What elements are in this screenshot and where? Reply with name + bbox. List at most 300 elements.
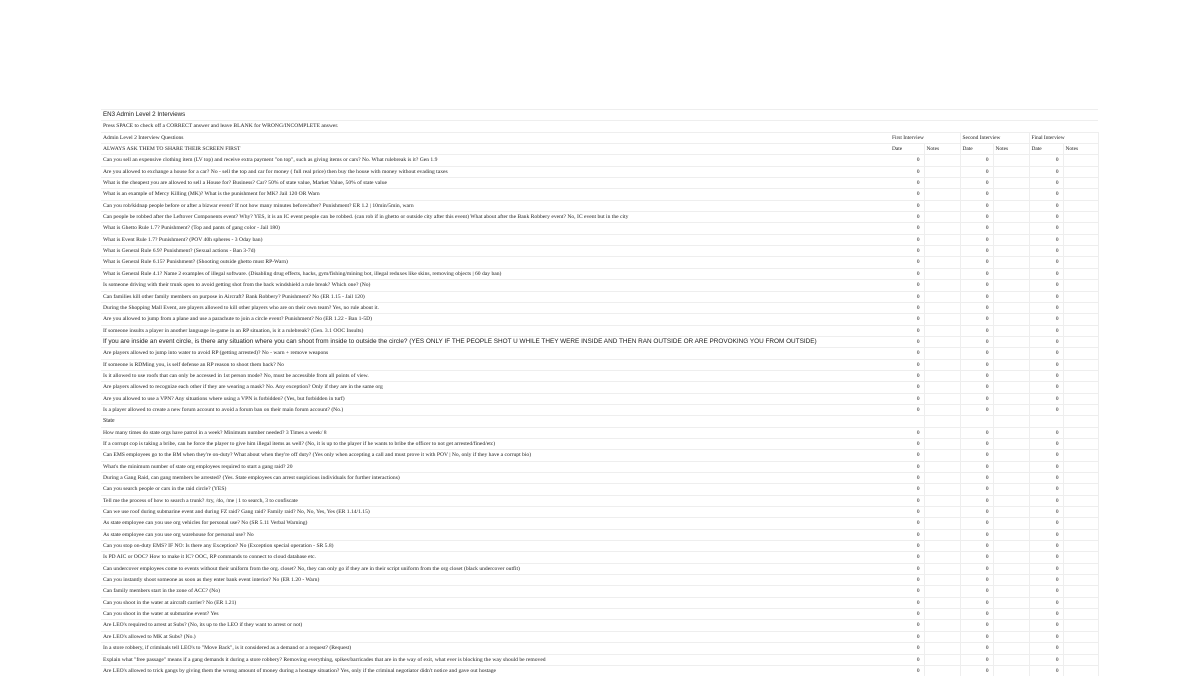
final-notes-cell[interactable] [1063, 597, 1098, 608]
first-notes-cell[interactable] [924, 461, 960, 472]
second-date-score[interactable]: 0 [960, 484, 993, 495]
final-date-score[interactable]: 0 [1029, 575, 1063, 586]
first-date-score[interactable]: 0 [890, 348, 924, 359]
first-date-score[interactable]: 0 [890, 665, 924, 676]
first-notes-cell[interactable] [924, 484, 960, 495]
final-date-score[interactable]: 0 [1029, 166, 1063, 177]
final-date-score[interactable]: 0 [1029, 189, 1063, 200]
final-notes-cell[interactable] [1063, 382, 1098, 393]
final-notes-cell[interactable] [1063, 484, 1098, 495]
first-date-score[interactable]: 0 [890, 325, 924, 336]
question-text: What's the minimum number of state org employees required to start a gang raid? 20 [101, 461, 890, 472]
first-interview-header[interactable]: First Interview [890, 132, 960, 143]
first-date-score[interactable]: 0 [890, 507, 924, 518]
final-date-score[interactable]: 0 [1029, 654, 1063, 665]
first-date-score[interactable]: 0 [890, 586, 924, 597]
first-notes-cell[interactable] [924, 155, 960, 166]
second-date-score[interactable]: 0 [960, 597, 993, 608]
final-notes-cell[interactable] [1063, 427, 1098, 438]
second-notes-cell[interactable] [993, 291, 1029, 302]
second-notes-cell[interactable] [993, 393, 1029, 404]
question-text: What is an example of Mercy Killing (MK)? What is the punishment for MK? Jail 120 OR Warn [101, 189, 890, 200]
second-date-score[interactable]: 0 [960, 665, 993, 676]
first-notes-cell[interactable] [924, 302, 960, 313]
first-notes-cell[interactable] [924, 529, 960, 540]
first-date-score[interactable]: 0 [890, 404, 924, 415]
final-date-score[interactable]: 0 [1029, 336, 1063, 347]
first-notes-cell[interactable] [924, 609, 960, 620]
final-notes-cell[interactable] [1063, 348, 1098, 359]
final-date-score[interactable]: 0 [1029, 473, 1063, 484]
second-notes-cell[interactable] [993, 461, 1029, 472]
first-date-score[interactable]: 0 [890, 643, 924, 654]
first-notes-cell[interactable] [924, 586, 960, 597]
second-date-score[interactable]: 0 [960, 302, 993, 313]
question-text: Can families kill other family members on purpose in Aircraft? Bank Robbery? Punishment? No (ER 1.15 - Jail 120) [101, 291, 890, 302]
final-notes-cell[interactable] [1063, 234, 1098, 245]
final-date-score[interactable]: 0 [1029, 200, 1063, 211]
first-notes-cell[interactable] [924, 234, 960, 245]
first-date-score[interactable]: 0 [890, 212, 924, 223]
second-notes-cell[interactable] [993, 427, 1029, 438]
final-notes-cell[interactable] [1063, 370, 1098, 381]
final-date-score[interactable]: 0 [1029, 246, 1063, 257]
final-date-score[interactable]: 0 [1029, 563, 1063, 574]
second-date-score[interactable]: 0 [960, 631, 993, 642]
second-date-score[interactable]: 0 [960, 246, 993, 257]
second-notes-cell[interactable] [993, 529, 1029, 540]
final-date-score[interactable]: 0 [1029, 461, 1063, 472]
final-notes-cell[interactable] [1063, 166, 1098, 177]
second-date-score[interactable]: 0 [960, 280, 993, 291]
final-date-score[interactable]: 0 [1029, 348, 1063, 359]
final-interview-header[interactable]: Final Interview [1029, 132, 1098, 143]
second-notes-cell[interactable] [993, 178, 1029, 189]
second-notes-cell[interactable] [993, 541, 1029, 552]
final-date-score[interactable]: 0 [1029, 257, 1063, 268]
second-notes-cell[interactable] [993, 518, 1029, 529]
final-notes-cell[interactable] [1063, 178, 1098, 189]
first-date-score[interactable]: 0 [890, 552, 924, 563]
first-date-score[interactable]: 0 [890, 336, 924, 347]
first-date-score[interactable]: 0 [890, 450, 924, 461]
first-date-score[interactable]: 0 [890, 382, 924, 393]
first-notes-cell[interactable] [924, 495, 960, 506]
second-notes-cell[interactable] [993, 336, 1029, 347]
first-date-score[interactable]: 0 [890, 200, 924, 211]
first-date-score[interactable]: 0 [890, 246, 924, 257]
first-notes-cell[interactable] [924, 416, 960, 427]
second-date-score[interactable]: 0 [960, 518, 993, 529]
first-date-score[interactable]: 0 [890, 620, 924, 631]
final-date-score[interactable]: 0 [1029, 268, 1063, 279]
final-date-score[interactable]: 0 [1029, 518, 1063, 529]
final-notes-cell[interactable] [1063, 223, 1098, 234]
second-notes-cell[interactable] [993, 189, 1029, 200]
final-date-score[interactable]: 0 [1029, 234, 1063, 245]
final-notes-cell[interactable] [1063, 665, 1098, 676]
second-notes-cell[interactable] [993, 280, 1029, 291]
first-date-score[interactable]: 0 [890, 291, 924, 302]
first-notes-cell[interactable] [924, 393, 960, 404]
section-row [101, 416, 1098, 427]
final-notes-cell[interactable] [1063, 529, 1098, 540]
second-date-score[interactable]: 0 [960, 223, 993, 234]
first-notes-cell[interactable] [924, 473, 960, 484]
final-date-score[interactable]: 0 [1029, 291, 1063, 302]
first-date-score[interactable]: 0 [890, 314, 924, 325]
final-date-score[interactable]: 0 [1029, 597, 1063, 608]
first-date-score[interactable]: 0 [890, 597, 924, 608]
question-row [101, 427, 1098, 438]
second-date-score[interactable]: 0 [960, 393, 993, 404]
second-date-score[interactable]: 0 [960, 620, 993, 631]
second-notes-cell[interactable] [993, 404, 1029, 415]
first-date-score[interactable]: 0 [890, 359, 924, 370]
second-notes-cell[interactable] [993, 246, 1029, 257]
second-notes-cell[interactable] [993, 416, 1029, 427]
first-date-score[interactable]: 0 [890, 654, 924, 665]
second-notes-cell[interactable] [993, 359, 1029, 370]
question-text: If someone insults a player in another language in-game in an RP situation, is it a rulebreak? (Gen. 3.1 OOC Insults) [101, 325, 890, 336]
second-notes-cell[interactable] [993, 382, 1029, 393]
second-date-score[interactable]: 0 [960, 438, 993, 449]
second-date-score[interactable]: 0 [960, 495, 993, 506]
second-date-score[interactable]: 0 [960, 552, 993, 563]
final-date-score[interactable]: 0 [1029, 404, 1063, 415]
final-notes-cell[interactable] [1063, 654, 1098, 665]
second-date-score[interactable] [960, 416, 993, 427]
final-notes-cell[interactable] [1063, 325, 1098, 336]
second-notes-cell[interactable] [993, 438, 1029, 449]
first-date-score[interactable]: 0 [890, 518, 924, 529]
final-notes-cell[interactable] [1063, 416, 1098, 427]
second-notes-cell[interactable] [993, 665, 1029, 676]
final-notes-cell[interactable] [1063, 268, 1098, 279]
second-date-score[interactable]: 0 [960, 461, 993, 472]
first-date-score[interactable]: 0 [890, 189, 924, 200]
final-notes-cell[interactable] [1063, 541, 1098, 552]
final-notes-cell[interactable] [1063, 189, 1098, 200]
first-date-score[interactable]: 0 [890, 155, 924, 166]
second-date-score[interactable]: 0 [960, 314, 993, 325]
first-date-score[interactable]: 0 [890, 178, 924, 189]
first-notes-cell[interactable] [924, 178, 960, 189]
first-notes-cell[interactable] [924, 280, 960, 291]
first-notes-cell[interactable] [924, 643, 960, 654]
first-notes-cell[interactable] [924, 336, 960, 347]
second-interview-header[interactable]: Second Interview [960, 132, 1029, 143]
final-notes-cell[interactable] [1063, 393, 1098, 404]
first-notes-cell[interactable] [924, 257, 960, 268]
second-date-score[interactable]: 0 [960, 563, 993, 574]
second-notes-cell[interactable] [993, 200, 1029, 211]
second-notes-cell[interactable] [993, 155, 1029, 166]
question-text: Explain what "free passage" means if a gang demands it during a store robbery? Removing everything, spikes/barricades that are in the way of exit, what ever is blocking the way should be removed [101, 654, 890, 665]
final-notes-cell[interactable] [1063, 575, 1098, 586]
final-date-score[interactable]: 0 [1029, 643, 1063, 654]
second-date-score[interactable]: 0 [960, 382, 993, 393]
first-date-score[interactable] [890, 416, 924, 427]
first-date-score[interactable]: 0 [890, 438, 924, 449]
second-notes-cell[interactable] [993, 325, 1029, 336]
final-date-score[interactable]: 0 [1029, 212, 1063, 223]
first-date-score[interactable]: 0 [890, 631, 924, 642]
second-notes-cell[interactable] [993, 552, 1029, 563]
first-notes-cell[interactable] [924, 246, 960, 257]
final-date-score[interactable]: 0 [1029, 302, 1063, 313]
question-text: Is it allowed to use roofs that can only be accessed in 1st person mode? No, must be accessible from all points of view. [101, 370, 890, 381]
final-date-score[interactable]: 0 [1029, 370, 1063, 381]
second-notes-cell[interactable] [993, 348, 1029, 359]
first-date-score[interactable]: 0 [890, 370, 924, 381]
first-notes-cell[interactable] [924, 552, 960, 563]
first-notes-cell[interactable] [924, 212, 960, 223]
first-notes-cell[interactable] [924, 450, 960, 461]
second-date-score[interactable]: 0 [960, 507, 993, 518]
final-notes-cell[interactable] [1063, 155, 1098, 166]
first-notes-cell[interactable] [924, 166, 960, 177]
question-text: What is General Rule 4.1? Name 2 examples of illegal software. (Disabling drug effects, hacks, gym/fishing/mining bot, illegal reduxes like skins, removing objects | 60 day ban) [101, 268, 890, 279]
first-date-score[interactable]: 0 [890, 393, 924, 404]
first-date-score[interactable]: 0 [890, 495, 924, 506]
second-notes-cell[interactable] [993, 223, 1029, 234]
final-notes-cell[interactable] [1063, 586, 1098, 597]
final-date-score[interactable]: 0 [1029, 552, 1063, 563]
first-date-score[interactable]: 0 [890, 609, 924, 620]
first-date-score[interactable]: 0 [890, 268, 924, 279]
final-notes-cell[interactable] [1063, 495, 1098, 506]
final-notes-cell[interactable] [1063, 507, 1098, 518]
second-date-score[interactable]: 0 [960, 234, 993, 245]
second-date-score[interactable]: 0 [960, 178, 993, 189]
first-date-score[interactable]: 0 [890, 575, 924, 586]
final-notes-cell[interactable] [1063, 461, 1098, 472]
second-notes-cell[interactable] [993, 586, 1029, 597]
question-text: Can undercover employees come to events without their uniform from the org. closet? No, they can only go if they are in their script uniform from the org closet (black undercover outfit) [101, 563, 890, 574]
final-notes-cell[interactable] [1063, 643, 1098, 654]
question-row [101, 529, 1098, 540]
second-date-score[interactable]: 0 [960, 336, 993, 347]
second-date-score[interactable]: 0 [960, 427, 993, 438]
final-notes-cell[interactable] [1063, 314, 1098, 325]
second-notes-cell[interactable] [993, 631, 1029, 642]
final-date-score[interactable]: 0 [1029, 631, 1063, 642]
second-notes-cell[interactable] [993, 257, 1029, 268]
first-notes-cell[interactable] [924, 631, 960, 642]
final-notes-cell[interactable] [1063, 438, 1098, 449]
question-row [101, 654, 1098, 665]
first-notes-cell[interactable] [924, 189, 960, 200]
final-date-score[interactable]: 0 [1029, 280, 1063, 291]
final-notes-cell[interactable] [1063, 291, 1098, 302]
first-date-score[interactable]: 0 [890, 223, 924, 234]
second-date-score[interactable]: 0 [960, 370, 993, 381]
final-date-score[interactable]: 0 [1029, 620, 1063, 631]
final-date-score[interactable]: 0 [1029, 450, 1063, 461]
final-date-score[interactable]: 0 [1029, 495, 1063, 506]
first-date-score[interactable]: 0 [890, 234, 924, 245]
final-notes-cell[interactable] [1063, 302, 1098, 313]
second-date-score[interactable]: 0 [960, 200, 993, 211]
second-date-score[interactable]: 0 [960, 586, 993, 597]
second-date-score[interactable]: 0 [960, 189, 993, 200]
first-notes-cell[interactable] [924, 563, 960, 574]
first-date-score[interactable]: 0 [890, 302, 924, 313]
second-notes-cell[interactable] [993, 370, 1029, 381]
final-notes-cell[interactable] [1063, 518, 1098, 529]
final-notes-cell[interactable] [1063, 552, 1098, 563]
first-notes-cell[interactable] [924, 268, 960, 279]
second-notes-cell[interactable] [993, 484, 1029, 495]
final-date-score[interactable]: 0 [1029, 178, 1063, 189]
second-notes-cell[interactable] [993, 507, 1029, 518]
second-notes-cell[interactable] [993, 495, 1029, 506]
second-notes-cell[interactable] [993, 166, 1029, 177]
section-label: State [101, 416, 890, 427]
second-notes-cell[interactable] [993, 654, 1029, 665]
question-text: Tell me the process of how to search a trunk? /try, /do, /me | 1 to search, 3 to confiscate [101, 495, 890, 506]
second-notes-cell[interactable] [993, 609, 1029, 620]
second-date-score[interactable]: 0 [960, 654, 993, 665]
question-row [101, 291, 1098, 302]
second-date-score[interactable]: 0 [960, 325, 993, 336]
first-notes-cell[interactable] [924, 223, 960, 234]
final-notes-cell[interactable] [1063, 200, 1098, 211]
second-date-score[interactable]: 0 [960, 575, 993, 586]
first-notes-cell[interactable] [924, 325, 960, 336]
second-date-score[interactable]: 0 [960, 212, 993, 223]
first-notes-cell[interactable] [924, 438, 960, 449]
second-date-score[interactable]: 0 [960, 166, 993, 177]
final-date-score[interactable]: 0 [1029, 393, 1063, 404]
first-notes-cell[interactable] [924, 359, 960, 370]
second-date-score[interactable]: 0 [960, 291, 993, 302]
first-notes-cell[interactable] [924, 541, 960, 552]
second-date-score[interactable]: 0 [960, 473, 993, 484]
question-text: Can you search people or cars in the raid circle? (YES) [101, 484, 890, 495]
second-notes-cell[interactable] [993, 473, 1029, 484]
first-notes-cell[interactable] [924, 597, 960, 608]
second-date-score[interactable]: 0 [960, 609, 993, 620]
second-date-score[interactable]: 0 [960, 643, 993, 654]
first-date-score[interactable]: 0 [890, 473, 924, 484]
final-notes-cell[interactable] [1063, 246, 1098, 257]
second-notes-cell[interactable] [993, 314, 1029, 325]
final-date-score[interactable]: 0 [1029, 609, 1063, 620]
final-notes-cell[interactable] [1063, 257, 1098, 268]
second-date-score[interactable]: 0 [960, 529, 993, 540]
first-notes-cell[interactable] [924, 665, 960, 676]
second-date-score[interactable]: 0 [960, 404, 993, 415]
question-row [101, 450, 1098, 461]
first-date-score[interactable]: 0 [890, 427, 924, 438]
final-notes-cell[interactable] [1063, 404, 1098, 415]
second-notes-cell[interactable] [993, 234, 1029, 245]
first-date-score[interactable]: 0 [890, 257, 924, 268]
final-notes-cell[interactable] [1063, 473, 1098, 484]
first-date-score[interactable]: 0 [890, 563, 924, 574]
second-date-score[interactable]: 0 [960, 541, 993, 552]
final-date-score[interactable]: 0 [1029, 359, 1063, 370]
first-date-score[interactable]: 0 [890, 166, 924, 177]
first-date-score[interactable]: 0 [890, 541, 924, 552]
final-notes-cell[interactable] [1063, 359, 1098, 370]
final-notes-cell[interactable] [1063, 280, 1098, 291]
second-notes-cell[interactable] [993, 268, 1029, 279]
first-notes-cell[interactable] [924, 348, 960, 359]
second-notes-cell[interactable] [993, 597, 1029, 608]
first-notes-cell[interactable] [924, 507, 960, 518]
final-notes-cell[interactable] [1063, 631, 1098, 642]
first-date-score[interactable]: 0 [890, 484, 924, 495]
second-date-score[interactable]: 0 [960, 268, 993, 279]
final-date-score[interactable]: 0 [1029, 314, 1063, 325]
final-notes-cell[interactable] [1063, 336, 1098, 347]
second-date-score[interactable]: 0 [960, 348, 993, 359]
final-date-score[interactable]: 0 [1029, 484, 1063, 495]
second-date-score[interactable]: 0 [960, 450, 993, 461]
first-notes-cell[interactable] [924, 575, 960, 586]
first-notes-cell[interactable] [924, 382, 960, 393]
question-row [101, 223, 1098, 234]
final-date-score[interactable]: 0 [1029, 325, 1063, 336]
final-notes-cell[interactable] [1063, 450, 1098, 461]
question-row [101, 382, 1098, 393]
second-date-score[interactable]: 0 [960, 359, 993, 370]
final-date-score[interactable]: 0 [1029, 665, 1063, 676]
final-date-score[interactable] [1029, 416, 1063, 427]
question-row [101, 325, 1098, 336]
final-date-score[interactable]: 0 [1029, 427, 1063, 438]
second-date-score[interactable]: 0 [960, 155, 993, 166]
final-date-score[interactable]: 0 [1029, 507, 1063, 518]
second-notes-cell[interactable] [993, 450, 1029, 461]
question-row [101, 507, 1098, 518]
final-date-score[interactable]: 0 [1029, 529, 1063, 540]
second-notes-cell[interactable] [993, 643, 1029, 654]
first-notes-cell[interactable] [924, 518, 960, 529]
second-notes-cell[interactable] [993, 563, 1029, 574]
final-notes-cell[interactable] [1063, 563, 1098, 574]
first-notes-cell[interactable] [924, 427, 960, 438]
final-date-score[interactable]: 0 [1029, 586, 1063, 597]
second-notes-cell[interactable] [993, 212, 1029, 223]
first-notes-cell[interactable] [924, 654, 960, 665]
first-notes-cell[interactable] [924, 370, 960, 381]
question-text: Can you stop on-duty EMS? IF NO: Is there any Exception? No (Exception special operation - SR 5.8) [101, 541, 890, 552]
final-notes-cell[interactable] [1063, 212, 1098, 223]
first-date-score[interactable]: 0 [890, 461, 924, 472]
first-notes-cell[interactable] [924, 314, 960, 325]
question-row [101, 166, 1098, 177]
question-row [101, 370, 1098, 381]
second-date-score[interactable]: 0 [960, 257, 993, 268]
first-notes-cell[interactable] [924, 404, 960, 415]
final-date-score[interactable]: 0 [1029, 223, 1063, 234]
second-notes-cell[interactable] [993, 302, 1029, 313]
final-date-score[interactable]: 0 [1029, 155, 1063, 166]
final-notes-cell[interactable] [1063, 609, 1098, 620]
final-date-score[interactable]: 0 [1029, 382, 1063, 393]
first-notes-cell[interactable] [924, 200, 960, 211]
second-notes-cell[interactable] [993, 575, 1029, 586]
first-notes-cell[interactable] [924, 291, 960, 302]
first-date-score[interactable]: 0 [890, 280, 924, 291]
final-date-score[interactable]: 0 [1029, 438, 1063, 449]
final-date-score[interactable]: 0 [1029, 541, 1063, 552]
first-date-score[interactable]: 0 [890, 529, 924, 540]
